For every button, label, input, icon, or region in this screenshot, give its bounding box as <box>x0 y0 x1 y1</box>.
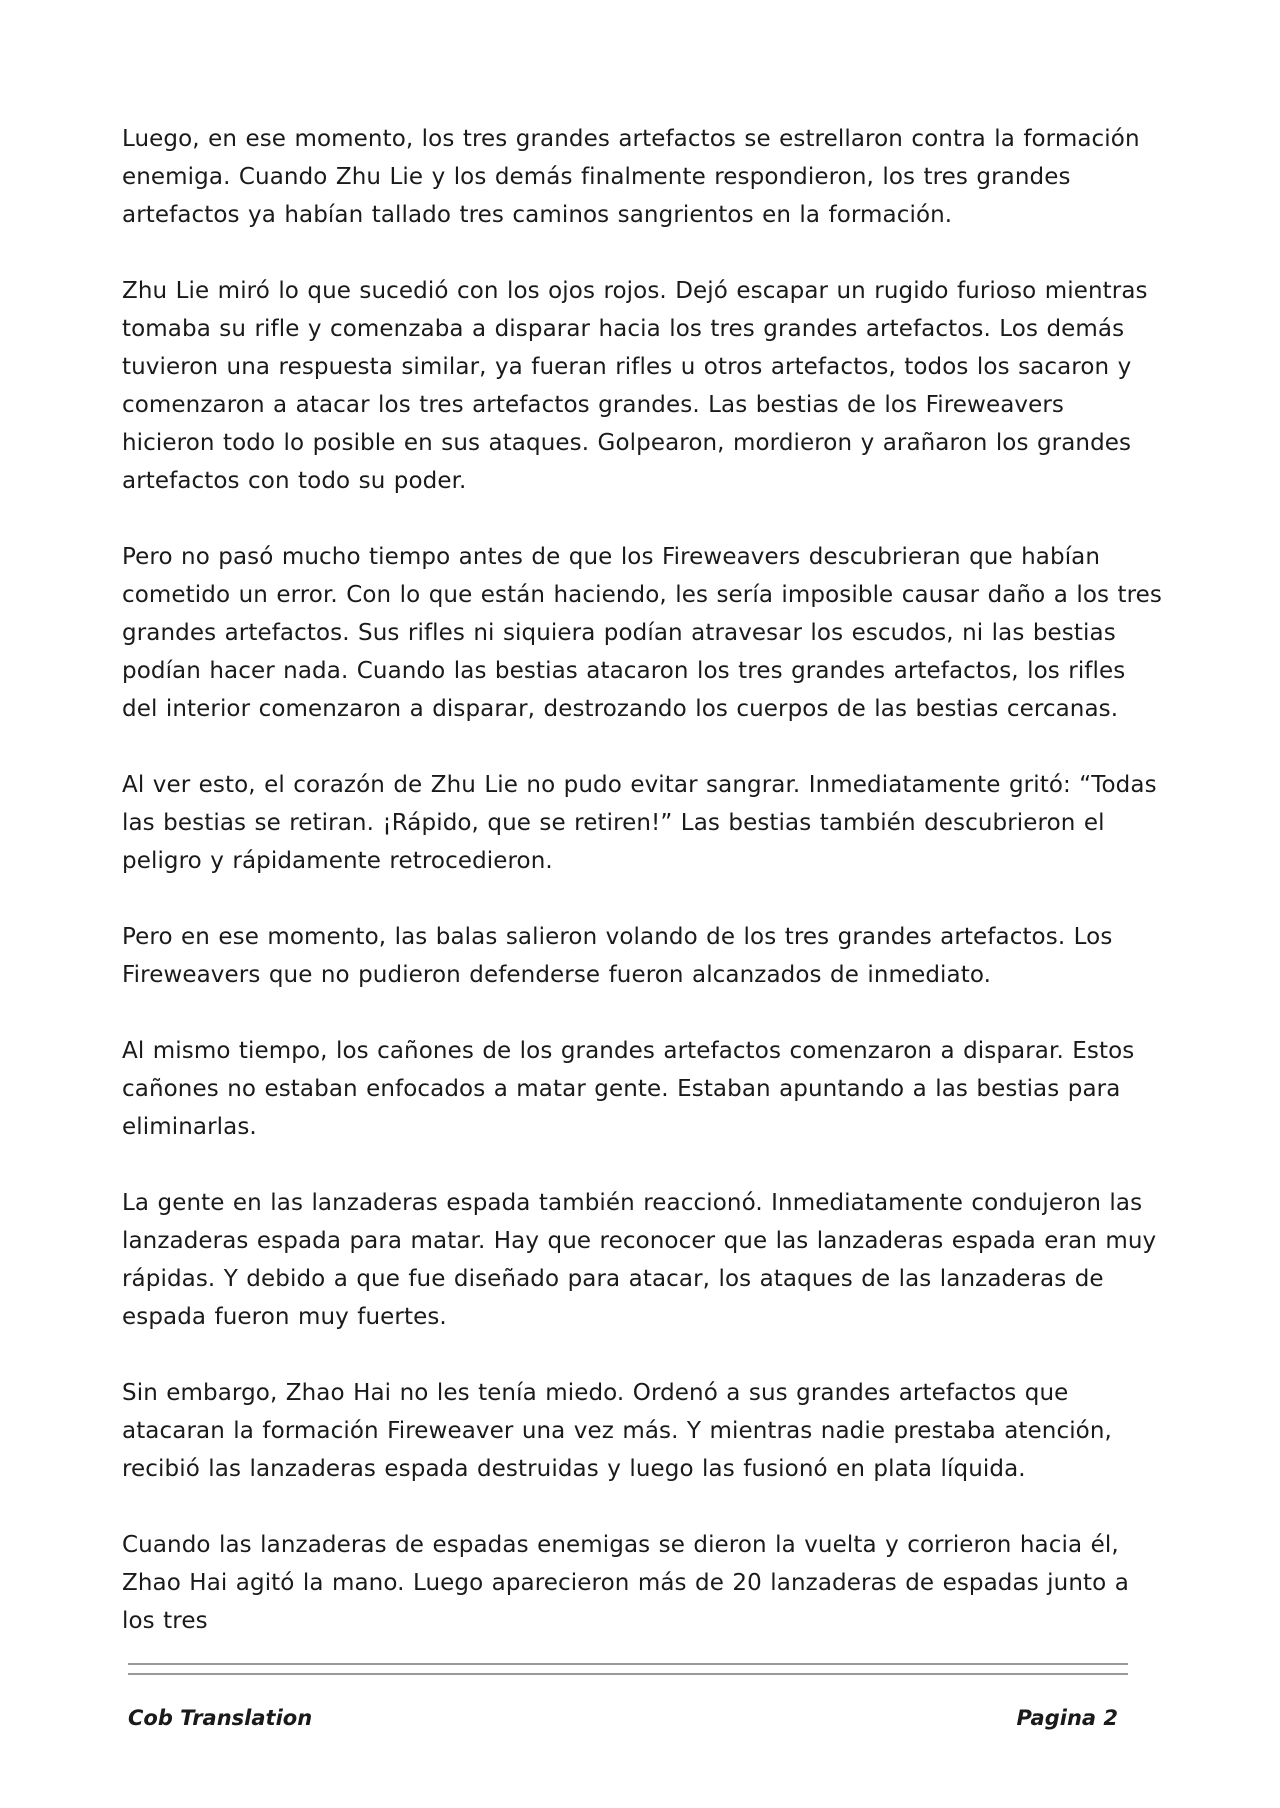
paragraph: Pero no pasó mucho tiempo antes de que los Fireweavers descubrieran que habían cometido un error. Con lo que están haciendo, les sería imposible causar daño a los tres grandes artefactos. Sus rifles ni siquiera podían atravesar los escudos, ni las bestias podían hacer nada. Cuando las bestias atacaron los tres grandes artefactos, los rifles del interior comenzaron a disparar, destrozando los cuerpos de las bestias cercanas. <box>122 544 1162 722</box>
body-text <box>122 120 1162 1678</box>
footer-translator-name: Cob Translation <box>128 1706 313 1730</box>
paragraph: Sin embargo, Zhao Hai no les tenía miedo. Ordenó a sus grandes artefactos que atacaran la formación Fireweaver una vez más. Y mientras nadie prestaba atención, recibió las lanzaderas espada destruidas y luego las fusionó en plata líquida. <box>122 1380 1112 1482</box>
paragraph: Zhu Lie miró lo que sucedió con los ojos rojos. Dejó escapar un rugido furioso mientras tomaba su rifle y comenzaba a disparar hacia los tres grandes artefactos. Los demás tuvieron una respuesta similar, ya fueran rifles u otros artefactos, todos los sacaron y comenzaron a atacar los tres artefactos grandes. Las bestias de los Fireweavers hicieron todo lo posible en sus ataques. Golpearon, mordieron y arañaron los grandes artefactos con todo su poder. <box>122 278 1148 494</box>
footer-divider <box>128 1663 1128 1665</box>
paragraph: Al ver esto, el corazón de Zhu Lie no pudo evitar sangrar. Inmediatamente gritó: “Todas las bestias se retiran. ¡Rápido, que se retiren!” Las bestias también descubrieron el peligro y rápidamente retrocedieron. <box>122 772 1157 874</box>
paragraph: Al mismo tiempo, los cañones de los grandes artefactos comenzaron a disparar. Estos cañones no estaban enfocados a matar gente. Estaban apuntando a las bestias para eliminarlas. <box>122 1038 1135 1140</box>
paragraph: Pero en ese momento, las balas salieron volando de los tres grandes artefactos. Los Fireweavers que no pudieron defenderse fueron alcanzados de inmediato. <box>122 924 1113 988</box>
footer-divider <box>128 1673 1128 1675</box>
paragraph: La gente en las lanzaderas espada también reaccionó. Inmediatamente condujeron las lanzaderas espada para matar. Hay que reconocer que las lanzaderas espada eran muy rápidas. Y debido a que fue diseñado para atacar, los ataques de las lanzaderas de espada fueron muy fuertes. <box>122 1190 1157 1330</box>
paragraph: Luego, en ese momento, los tres grandes artefactos se estrellaron contra la formación enemiga. Cuando Zhu Lie y los demás finalmente respondieron, los tres grandes artefactos ya habían tallado tres caminos sangrientos en la formación. <box>122 126 1140 228</box>
paragraph: Cuando las lanzaderas de espadas enemigas se dieron la vuelta y corrieron hacia él, Zhao Hai agitó la mano. Luego aparecieron más de 20 lanzaderas de espadas junto a los tres <box>122 1532 1129 1634</box>
footer-page-number: Pagina 2 <box>1016 1706 1118 1730</box>
